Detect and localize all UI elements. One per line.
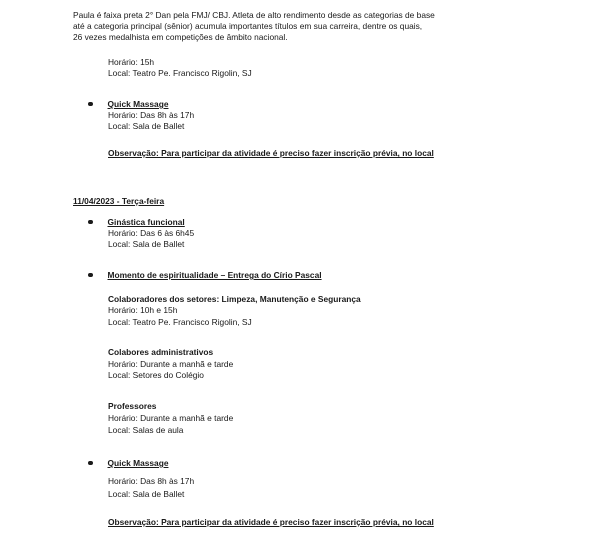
bullet-icon	[88, 102, 93, 107]
ginastica-item	[88, 217, 185, 228]
quick-massage-2-local: Local: Sala de Ballet	[108, 489, 185, 499]
day-heading: 11/04/2023 - Terça-feira	[73, 196, 165, 206]
espiritualidade-group3-horario: Horário: Durante a manhã e tarde	[108, 413, 234, 423]
intro-line-2: até a categoria principal (sênior) acumula importantes títulos em sua carreira, dentre os quais,	[73, 21, 423, 31]
bullet-icon	[88, 273, 93, 278]
block1-local: Local: Teatro Pe. Francisco Rigolin, SJ	[108, 68, 252, 78]
espiritualidade-group2-title: Colabores administrativos	[108, 347, 214, 357]
intro-line-1: Paula é faixa preta 2° Dan pela FMJ/ CBJ. Atleta de alto rendimento desde as categorias de base	[73, 10, 435, 20]
block1-horario: Horário: 15h	[108, 57, 155, 67]
espiritualidade-group3-local: Local: Salas de aula	[108, 425, 184, 435]
quick-massage-2-observacao: Observação: Para participar da atividade é preciso fazer inscrição prévia, no local	[108, 517, 434, 527]
quick-massage-1-item	[88, 99, 168, 110]
espiritualidade-item	[88, 270, 322, 281]
quick-massage-1-observacao: Observação: Para participar da atividade é preciso fazer inscrição prévia, no local	[108, 148, 434, 158]
ginastica-title: Ginástica funcional	[107, 217, 185, 227]
espiritualidade-title: Momento de espiritualidade – Entrega do Círio Pascal	[107, 270, 322, 280]
quick-massage-1-title: Quick Massage	[107, 99, 169, 109]
quick-massage-2-item	[88, 458, 168, 469]
quick-massage-2-horario: Horário: Das 8h às 17h	[108, 476, 195, 486]
ginastica-horario: Horário: Das 6 às 6h45	[108, 228, 195, 238]
espiritualidade-group1-local: Local: Teatro Pe. Francisco Rigolin, SJ	[108, 317, 252, 327]
bullet-icon	[88, 220, 93, 225]
espiritualidade-group3-title: Professores	[108, 401, 157, 411]
espiritualidade-group1-horario: Horário: 10h e 15h	[108, 305, 178, 315]
quick-massage-1-horario: Horário: Das 8h às 17h	[108, 110, 195, 120]
espiritualidade-group2-horario: Horário: Durante a manhã e tarde	[108, 359, 234, 369]
ginastica-local: Local: Sala de Ballet	[108, 239, 185, 249]
bullet-icon	[88, 461, 93, 466]
intro-line-3: 26 vezes medalhista em competições de âmbito nacional.	[73, 32, 288, 42]
quick-massage-2-title: Quick Massage	[107, 458, 169, 468]
quick-massage-1-local: Local: Sala de Ballet	[108, 121, 185, 131]
espiritualidade-group2-local: Local: Setores do Colégio	[108, 370, 204, 380]
espiritualidade-group1-title: Colaboradores dos setores: Limpeza, Manutenção e Segurança	[108, 294, 361, 304]
